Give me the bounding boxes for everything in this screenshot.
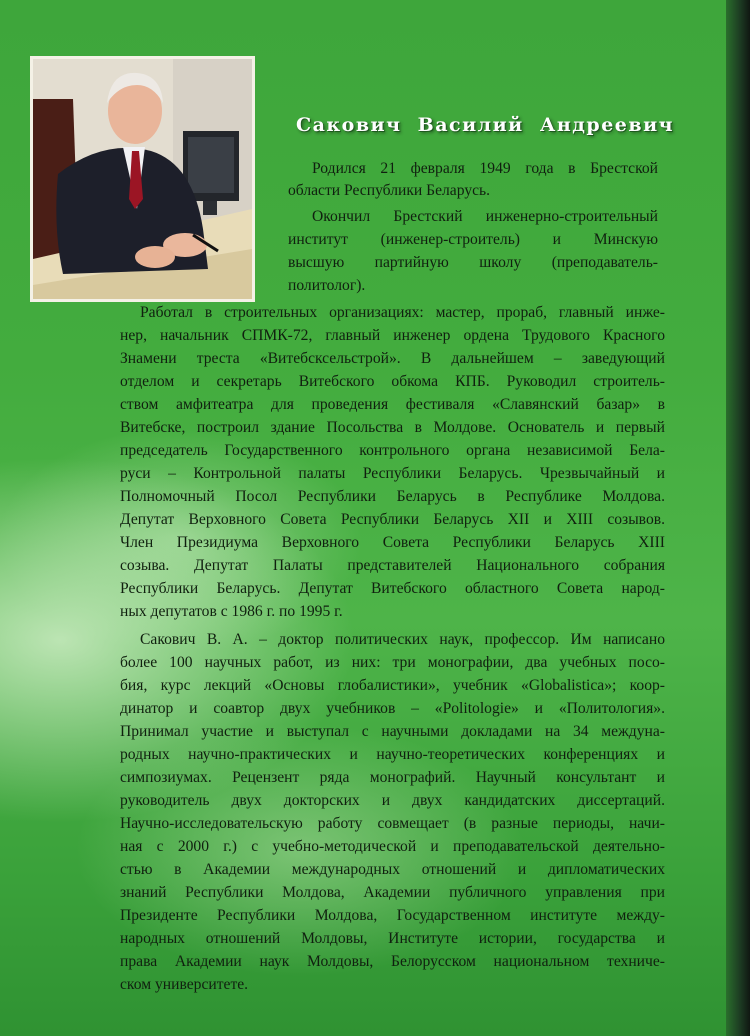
- bio-line: созыва. Депутат Палаты представителей Национального собрания: [120, 557, 665, 574]
- bio-line: Работал в строительных организациях: мастер, прораб, главный инже-: [140, 304, 665, 321]
- book-spine-edge: [726, 0, 750, 1036]
- bio-line: нер, начальник СПМК-72, главный инженер ордена Трудового Красного: [120, 327, 665, 344]
- bio-line: симпозиумах. Рецензент ряда монографий. Научный консультант и: [120, 769, 665, 786]
- bio-line: Полномочный Посол Республики Беларусь в Республике Молдова.: [120, 488, 665, 505]
- author-portrait: [30, 56, 255, 302]
- bio-line: стью в Академии международных отношений и дипломатических: [120, 861, 665, 878]
- bio-line: Витебске, построил здание Посольства в Молдове. Основатель и первый: [120, 419, 665, 436]
- bio-line: Научно-исследовательскую работу совмещает (в разные периоды, начи-: [120, 815, 665, 832]
- bio-line: Депутат Верховного Совета Республики Беларусь XII и XIII созывов.: [120, 511, 665, 528]
- bio-line: области Республики Беларусь.: [288, 182, 491, 199]
- bio-line: Республики Беларусь. Депутат Витебского областного Совета народ-: [120, 580, 665, 597]
- bio-line: высшую партийную школу (преподаватель-: [288, 254, 658, 271]
- bio-line: права Академии наук Молдовы, Белорусском национальном техниче-: [120, 953, 665, 970]
- bio-line: председатель Государственного контрольного органа независимой Бела-: [120, 442, 665, 459]
- bio-line: более 100 научных работ, из них: три монографии, два учебных посо-: [120, 654, 665, 671]
- bio-line: Член Президиума Верховного Совета Республики Беларусь XIII: [120, 534, 665, 551]
- bio-line: Принимал участие и выступал с научными докладами на 34 междуна-: [120, 723, 665, 740]
- bio-line: Президенте Республики Молдова, Государственном институте между-: [120, 907, 665, 924]
- bio-line: ском университете.: [120, 976, 249, 993]
- bio-line: ная с 2000 г.) с учебно-методической и преподавательской деятельно-: [120, 838, 665, 855]
- bio-line: Сакович В. А. – доктор политических наук, профессор. Им написано: [140, 631, 665, 648]
- bio-line: Окончил Брестский инженерно-строительный: [312, 208, 658, 225]
- bio-line: ством амфитеатра для проведения фестиваля «Славянский базар» в: [120, 396, 665, 413]
- bio-line: народных отношений Молдовы, Институте истории, государства и: [120, 930, 665, 947]
- bio-line: политолог).: [288, 277, 366, 294]
- bio-line: институт (инженер-строитель) и Минскую: [288, 231, 658, 248]
- bio-line: руководитель двух докторских и двух кандидатских диссертаций.: [120, 792, 665, 809]
- bio-line: Знамени треста «Витебсксельстрой». В дальнейшем – заведующий: [120, 350, 665, 367]
- bio-line: Родился 21 февраля 1949 года в Брестской: [312, 160, 658, 177]
- bio-line: знаний Республики Молдова, Академии публичного управления при: [120, 884, 665, 901]
- bio-line: руси – Контрольной палаты Республики Беларусь. Чрезвычайный и: [120, 465, 665, 482]
- bio-line: ных депутатов с 1986 г. по 1995 г.: [120, 603, 343, 620]
- author-name: Сакович Василий Андреевич: [296, 114, 675, 136]
- bio-line: родных научно-практических и научно-теоретических конференциях и: [120, 746, 665, 763]
- bio-line: бия, курс лекций «Основы глобалистики», учебник «Globalistica»; коор-: [120, 677, 665, 694]
- bio-line: отделом и секретарь Витебского обкома КПБ. Руководил строитель-: [120, 373, 665, 390]
- bio-line: динатор и соавтор двух учебников – «Politologie» и «Политология».: [120, 700, 665, 717]
